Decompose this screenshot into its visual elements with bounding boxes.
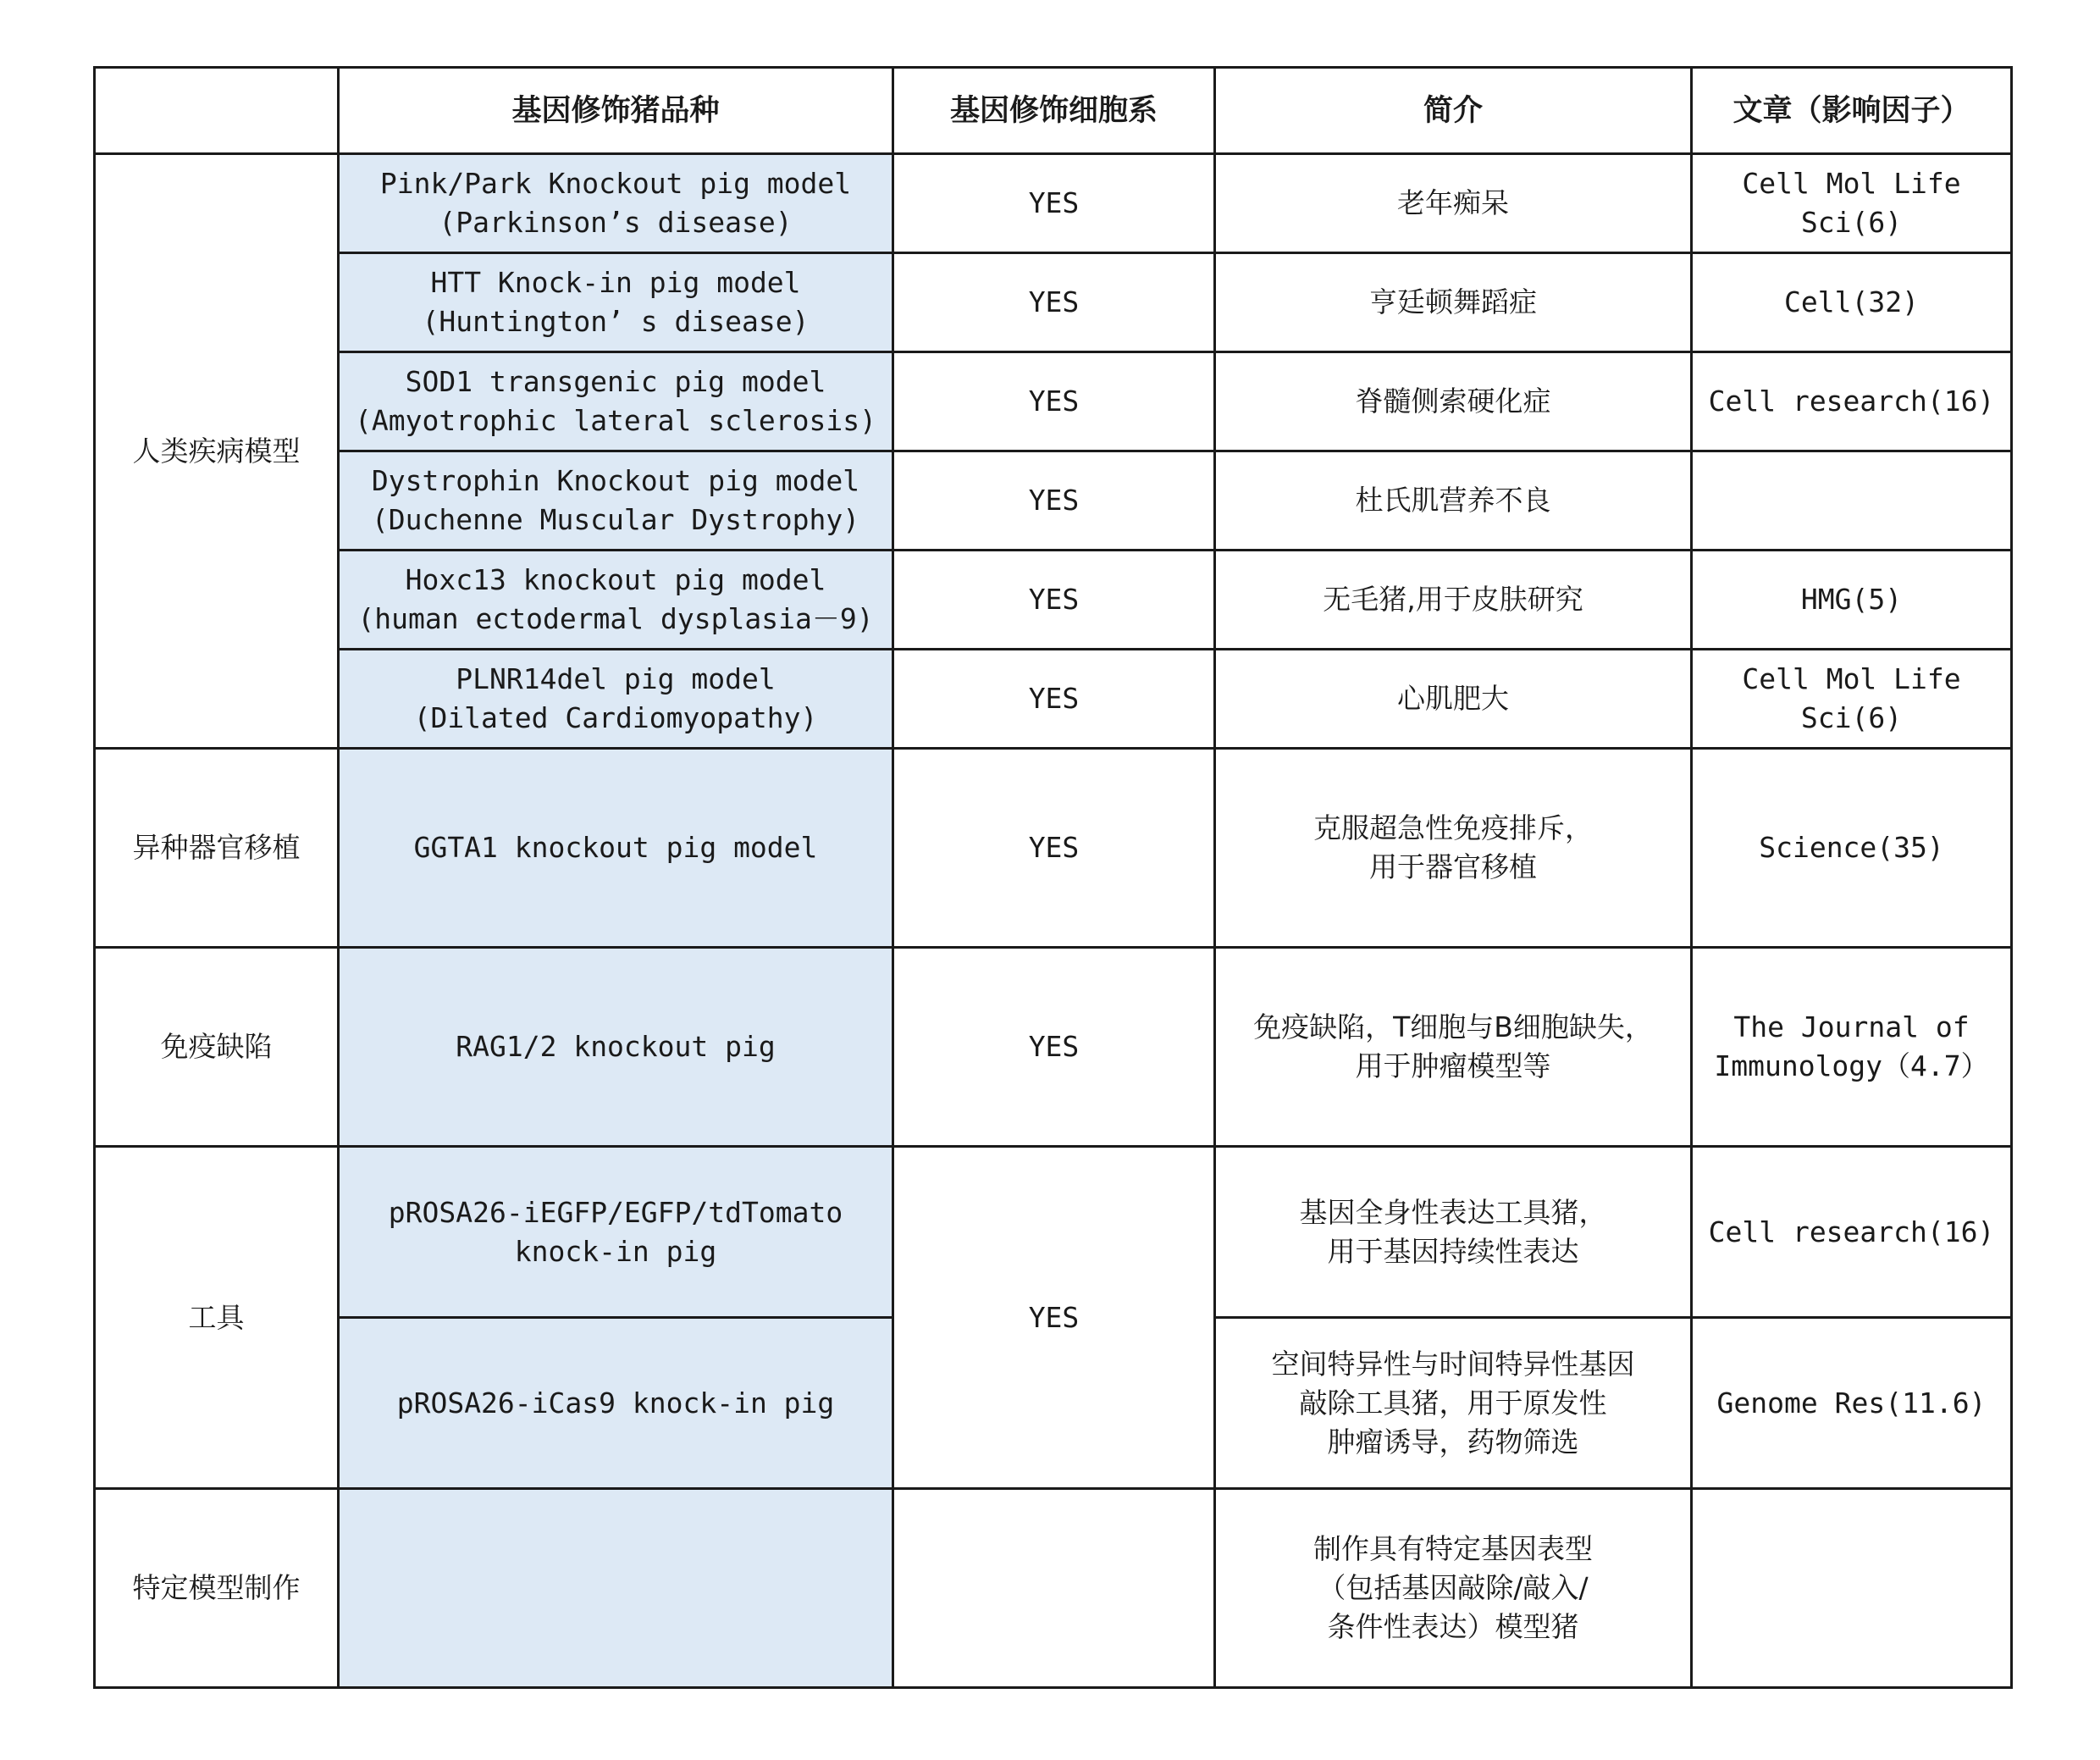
cell-line-cell: YES xyxy=(893,253,1215,352)
article-cell: Genome Res(11.6) xyxy=(1692,1318,2012,1489)
gene-modified-pig-table xyxy=(93,66,2013,1689)
category-immunodeficiency: 免疫缺陷 xyxy=(95,948,339,1147)
cell-line-cell xyxy=(893,1489,1215,1688)
table-row xyxy=(95,551,2012,650)
intro-cell: 杜氏肌营养不良 xyxy=(1215,451,1692,551)
variety-cell: pROSA26-iEGFP/EGFP/tdTomato knock-in pig xyxy=(339,1147,893,1318)
article-cell: Cell research(16) xyxy=(1692,352,2012,451)
intro-cell: 空间特异性与时间特异性基因 敲除工具猪，用于原发性 肿瘤诱导，药物筛选 xyxy=(1215,1318,1692,1489)
table-row xyxy=(95,650,2012,749)
table-row xyxy=(95,1147,2012,1318)
intro-cell: 基因全身性表达工具猪， 用于基因持续性表达 xyxy=(1215,1147,1692,1318)
header-article: 文章（影响因子） xyxy=(1692,68,2012,154)
variety-cell: pROSA26-iCas9 knock-in pig xyxy=(339,1318,893,1489)
intro-cell: 免疫缺陷，T细胞与B细胞缺失， 用于肿瘤模型等 xyxy=(1215,948,1692,1147)
cell-line-cell: YES xyxy=(893,1147,1215,1489)
article-cell xyxy=(1692,451,2012,551)
category-custom-model: 特定模型制作 xyxy=(95,1489,339,1688)
intro-cell: 老年痴呆 xyxy=(1215,154,1692,253)
intro-cell: 制作具有特定基因表型 （包括基因敲除/敲入/ 条件性表达）模型猪 xyxy=(1215,1489,1692,1688)
cell-line-cell: YES xyxy=(893,749,1215,948)
cell-line-cell: YES xyxy=(893,154,1215,253)
table-row xyxy=(95,154,2012,253)
variety-cell: Dystrophin Knockout pig model (Duchenne Muscular Dystrophy) xyxy=(339,451,893,551)
cell-line-cell: YES xyxy=(893,451,1215,551)
table-row xyxy=(95,253,2012,352)
cell-line-cell: YES xyxy=(893,551,1215,650)
variety-cell: Hoxc13 knockout pig model (human ectodermal dysplasia－9) xyxy=(339,551,893,650)
article-cell: Cell Mol Life Sci(6) xyxy=(1692,154,2012,253)
category-tools: 工具 xyxy=(95,1147,339,1489)
category-xenotransplant: 异种器官移植 xyxy=(95,749,339,948)
article-cell xyxy=(1692,1489,2012,1688)
intro-cell: 脊髓侧索硬化症 xyxy=(1215,352,1692,451)
cell-line-cell: YES xyxy=(893,352,1215,451)
intro-cell: 心肌肥大 xyxy=(1215,650,1692,749)
intro-cell: 克服超急性免疫排斥， 用于器官移植 xyxy=(1215,749,1692,948)
article-cell: Cell research(16) xyxy=(1692,1147,2012,1318)
header-cell-line: 基因修饰细胞系 xyxy=(893,68,1215,154)
variety-cell: RAG1/2 knockout pig xyxy=(339,948,893,1147)
variety-cell: GGTA1 knockout pig model xyxy=(339,749,893,948)
intro-cell: 无毛猪,用于皮肤研究 xyxy=(1215,551,1692,650)
article-cell: Cell(32) xyxy=(1692,253,2012,352)
cell-line-cell: YES xyxy=(893,948,1215,1147)
article-cell: The Journal of Immunology（4.7） xyxy=(1692,948,2012,1147)
variety-cell: HTT Knock-in pig model (Huntington’ s disease) xyxy=(339,253,893,352)
table-row xyxy=(95,451,2012,551)
table-row xyxy=(95,749,2012,948)
variety-cell xyxy=(339,1489,893,1688)
category-human-disease: 人类疾病模型 xyxy=(95,154,339,749)
table-row xyxy=(95,1489,2012,1688)
table-row xyxy=(95,948,2012,1147)
header-row xyxy=(95,68,2012,154)
article-cell: Science(35) xyxy=(1692,749,2012,948)
intro-cell: 亨廷顿舞蹈症 xyxy=(1215,253,1692,352)
cell-line-cell: YES xyxy=(893,650,1215,749)
article-cell: HMG(5) xyxy=(1692,551,2012,650)
header-intro: 简介 xyxy=(1215,68,1692,154)
table-row xyxy=(95,352,2012,451)
header-variety: 基因修饰猪品种 xyxy=(339,68,893,154)
variety-cell: SOD1 transgenic pig model (Amyotrophic lateral sclerosis) xyxy=(339,352,893,451)
header-category xyxy=(95,68,339,154)
article-cell: Cell Mol Life Sci(6) xyxy=(1692,650,2012,749)
variety-cell: Pink/Park Knockout pig model (Parkinson’s disease) xyxy=(339,154,893,253)
variety-cell: PLNR14del pig model (Dilated Cardiomyopathy) xyxy=(339,650,893,749)
